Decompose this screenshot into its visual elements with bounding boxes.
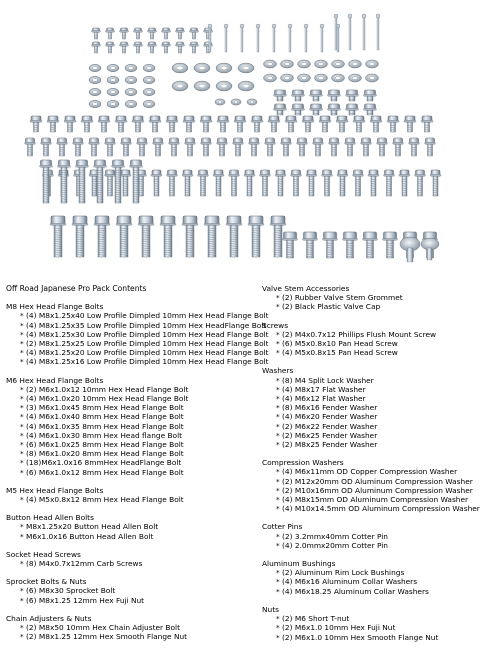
parts-group <box>262 366 480 449</box>
part-item: * M8x1.25x20 Button Head Allen Bolt <box>6 522 276 531</box>
part-item: * (2) Rubber Valve Stem Grommet <box>262 293 480 302</box>
part-item: * (4) M6x11mm OD Copper Compression Washer <box>262 467 480 476</box>
part-item: * (6) M8x1.25 12mm Hex Fuji Nut <box>6 596 276 605</box>
part-item: * (2) M4x0.7x12 Phillips Flush Mount Screw <box>262 330 480 339</box>
part-item: * (8) M4 Split Lock Washer <box>262 376 480 385</box>
part-item: * (4) M6x1.0x35 8mm Hex Head Flange Bolt <box>6 422 276 431</box>
part-item: * (2) M6x22 Fender Washer <box>262 422 480 431</box>
part-item: * (4) 2.0mmx20mm Cotter Pin <box>262 541 480 550</box>
part-item: * (2) M8x25 Fender Washer <box>262 440 480 449</box>
part-item: * (2) M6x25 Fender Washer <box>262 431 480 440</box>
part-item: * (4) M8x15mm OD Aluminum Compression Washer <box>262 495 480 504</box>
parts-group <box>6 614 276 642</box>
part-item: * (4) M8x1.25x16 Low Profile Dimpled 10mm Hex Head Flange Bolt <box>6 357 276 366</box>
parts-group <box>262 321 480 358</box>
parts-group <box>6 550 276 568</box>
part-item: * (3) M6x1.0x45 8mm Hex Head Flange Bolt <box>6 403 276 412</box>
part-item: * (4) M6x12 Flat Washer <box>262 394 480 403</box>
group-title: M5 Hex Head Flange Bolts <box>6 485 104 495</box>
contents-title: Off Road Japanese Pro Pack Contents <box>6 284 147 293</box>
part-item: * (2) M6x1.0 10mm Hex Fuji Nut <box>262 623 480 632</box>
part-item: * (4) M8x17 Flat Washer <box>262 385 480 394</box>
part-item: * (6) M5x0.8x10 Pan Head Screw <box>262 339 480 348</box>
part-item: * (4) M6x1.0x40 8mm Hex Head Flange Bolt <box>6 412 276 421</box>
part-item: * (8) M4x0.7x12mm Carb Screws <box>6 559 276 568</box>
part-item: * (2) Black Plastic Valve Cap <box>262 302 480 311</box>
group-title: Chain Adjusters & Nuts <box>6 613 92 623</box>
part-item: * (4) M6x1.0x30 8mm Hex Head flange Bolt <box>6 431 276 440</box>
part-item: * (4) M8x1.25x30 Low Profile Dimpled 10mm Hex Head Flange Bolt <box>6 330 276 339</box>
parts-group <box>6 577 276 605</box>
part-item: * (2) M6x1.0x12 10mm Hex Head Flange Bolt <box>6 385 276 394</box>
parts-group <box>262 559 480 596</box>
part-item: * (2) M8x1.25 12mm Hex Smooth Flange Nut <box>6 632 276 641</box>
parts-group <box>6 486 276 504</box>
part-item: * M6x1.0x16 Button Head Allen Bolt <box>6 532 276 541</box>
part-item: * (6) M6x1.0x25 8mm Hex Head Flange Bolt <box>6 440 276 449</box>
group-title: Screws <box>262 320 289 330</box>
part-item: * (8) M6x1.0x20 8mm Hex Head Flange Bolt <box>6 449 276 458</box>
part-item: * (4) M6x20 Fender Washer <box>262 412 480 421</box>
part-item: * (2) M10x16mm OD Aluminum Compression Washer <box>262 486 480 495</box>
group-title: Washers <box>262 366 294 376</box>
group-title: M8 Hex Head Flange Bolts <box>6 302 104 312</box>
parts-group <box>262 522 480 550</box>
contents-left-column <box>6 284 276 651</box>
group-title: Sprocket Bolts & Nuts <box>6 577 87 587</box>
parts-group <box>6 302 276 366</box>
part-item: * (2) Aluminum Rim Lock Bushings <box>262 568 480 577</box>
part-item: * (6) M8x30 Sprocket Bolt <box>6 586 276 595</box>
group-title: Cotter Pins <box>262 522 303 532</box>
part-item: * (8) M6x16 Fender Washer <box>262 403 480 412</box>
parts-group <box>262 458 480 513</box>
parts-group <box>6 376 276 477</box>
part-item: * (4) M8x1.25x35 Low Profile Dimpled 10mm Hex HeadFlange Bolt <box>6 321 276 330</box>
parts-group <box>262 605 480 642</box>
part-item: * (6) M6x1.0x12 8mm Hex Head Flange Bolt <box>6 468 276 477</box>
part-item: * (4) M6x18.25 Aluminum Collar Washers <box>262 587 480 596</box>
group-title: Socket Head Screws <box>6 549 81 559</box>
part-item: * (4) M6x16 Aluminum Collar Washers <box>262 577 480 586</box>
part-item: * (2) M8x50 10mm Hex Chain Adjuster Bolt <box>6 623 276 632</box>
part-item: * (4) M6x1.0x20 10mm Hex Head Flange Bolt <box>6 394 276 403</box>
contents-right-column <box>262 284 480 651</box>
group-title: Valve Stem Accessories <box>262 284 350 293</box>
group-title: Aluminum Bushings <box>262 559 336 569</box>
pack-contents <box>0 278 480 642</box>
group-title: Compression Washers <box>262 458 344 468</box>
part-item: * (4) M5x0.8x12 8mm Hex Head Flange Bolt <box>6 495 276 504</box>
group-title: Button Head Allen Bolts <box>6 513 94 523</box>
part-item: * (18)M6x1.0x16 8mmHex HeadFlange Bolt <box>6 458 276 467</box>
part-item: * (4) M5x0.8x15 Pan Head Screw <box>262 348 480 357</box>
part-item: * (4) M8x1.25x20 Low Profile Dimpled 10mm Hex Head Flange Bolt <box>6 348 276 357</box>
group-title: M6 Hex Head Flange Bolts <box>6 375 104 385</box>
part-item: * (2) M8x1.25x25 Low Profile Dimpled 10mm Hex Head Flange Bolt <box>6 339 276 348</box>
part-item: * (2) M6x1.0 10mm Hex Smooth Flange Nut <box>262 633 480 642</box>
part-item: * (4) M8x1.25x40 Low Profile Dimpled 10mm Hex Head Flange Bolt <box>6 311 276 320</box>
part-item: * (2) M12x20mm OD Aluminum Compression Washer <box>262 477 480 486</box>
group-title: Nuts <box>262 604 279 614</box>
part-item: * (2) 3.2mmx40mm Cotter Pin <box>262 532 480 541</box>
parts-group <box>262 284 480 312</box>
part-item: * (4) M10x14.5mm OD Aluminum Compression Washer <box>262 504 480 513</box>
part-item: * (2) M6 Short T-nut <box>262 614 480 623</box>
parts-group <box>6 513 276 541</box>
hardware-photo <box>0 0 480 278</box>
